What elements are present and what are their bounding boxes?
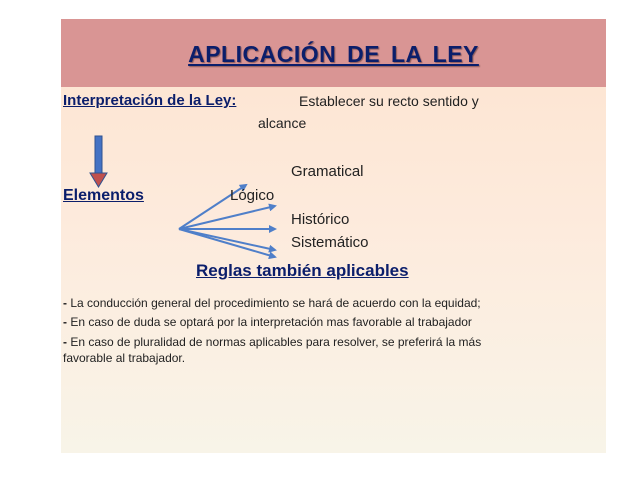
rule-text: En caso de pluralidad de normas aplicables para resolver, se preferirá la más: [70, 335, 482, 349]
reglas-title: Reglas también aplicables: [196, 261, 409, 280]
rule-text: La conducción general del procedimiento se hará de acuerdo con la equidad;: [70, 296, 481, 310]
elemento-sistematico: Sistemático: [291, 234, 369, 251]
rule-text: En caso de duda se optará por la interpretación mas favorable al trabajador: [70, 315, 472, 329]
elemento-historico: Histórico: [291, 211, 350, 228]
rule-item: [63, 315, 472, 329]
rule-dash: -: [63, 335, 71, 349]
rule-item: [63, 335, 481, 349]
slide-title: APLICACIÓN DE LA LEY: [188, 41, 479, 67]
interpretacion-label: Interpretación de la Ley:: [63, 92, 237, 109]
arrow-extra: [179, 229, 275, 257]
elemento-gramatical: Gramatical: [291, 163, 364, 180]
elemento-logico: Lógico: [230, 187, 275, 204]
rule-continuation: favorable al trabajador.: [63, 351, 186, 365]
rule-dash: -: [63, 296, 71, 310]
elementos-label: Elementos: [63, 187, 144, 204]
title-banner: [61, 19, 606, 87]
arrow-logico: [179, 206, 275, 229]
interpretacion-continuation: alcance: [258, 115, 307, 131]
interpretacion-text: Establecer su recto sentido y: [299, 93, 479, 109]
rule-dash: -: [63, 315, 71, 329]
arrow-sistematico: [179, 229, 275, 250]
rule-item: [63, 296, 481, 310]
down-arrow-icon: [90, 136, 107, 187]
content-panel: [61, 87, 606, 453]
